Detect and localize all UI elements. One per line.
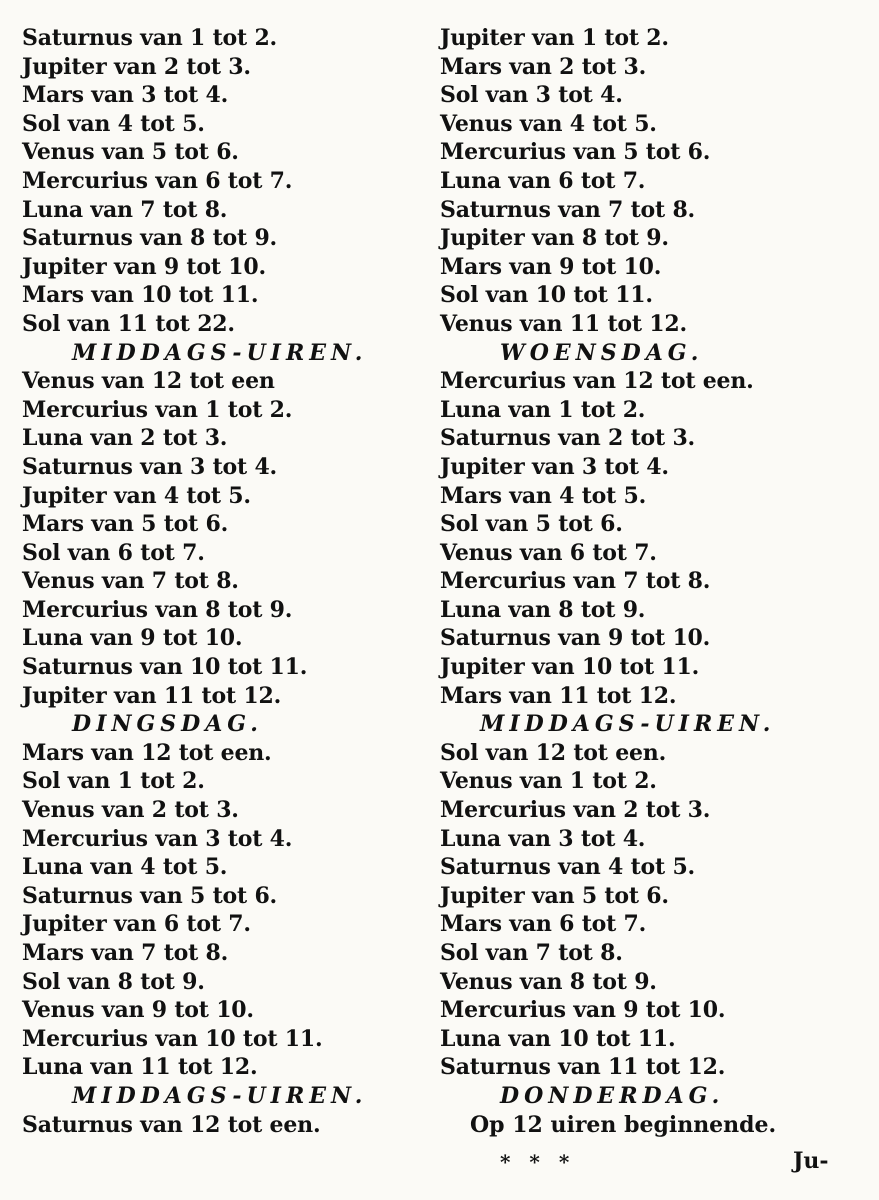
hour-entry: Luna van 2 tot 3.	[22, 425, 228, 452]
hour-entry: Sol van 5 tot 6.	[440, 511, 623, 538]
hour-entry: Sol van 1 tot 2.	[22, 768, 205, 795]
hour-entry: Jupiter van 11 tot 12.	[22, 682, 282, 709]
hour-entry: Sol van 6 tot 7.	[22, 539, 205, 566]
hour-entry: Mars van 5 tot 6.	[22, 511, 229, 538]
hour-entry: Mars van 10 tot 11.	[22, 282, 259, 309]
hour-entry: Saturnus van 9 tot 10.	[440, 625, 711, 652]
hour-entry: Saturnus van 1 tot 2.	[22, 25, 278, 51]
hour-entry: Luna van 6 tot 7.	[440, 167, 646, 194]
hour-entry: Sol van 3 tot 4.	[440, 82, 623, 109]
hour-entry: Mercurius van 1 tot 2.	[22, 396, 293, 423]
hour-entry: Mercurius van 6 tot 7.	[22, 167, 293, 194]
hour-entry: Mercurius van 5 tot 6.	[440, 139, 711, 166]
hour-entry: Venus van 12 tot een	[22, 368, 275, 395]
hour-entry: Mars van 6 tot 7.	[440, 911, 647, 938]
hour-entry: Jupiter van 5 tot 6.	[440, 882, 669, 909]
hour-entry: Saturnus van 12 tot een.	[22, 1111, 321, 1138]
hour-entry: Luna van 11 tot 12.	[22, 1054, 258, 1081]
hour-entry: Mercurius van 12 tot een.	[440, 368, 754, 395]
hour-entry: Mercurius van 2 tot 3.	[440, 797, 711, 824]
hour-entry: Luna van 4 tot 5.	[22, 854, 228, 881]
hour-entry: Luna van 3 tot 4.	[440, 825, 646, 852]
section-heading: MIDDAGS-UIREN.	[72, 1082, 368, 1109]
hour-entry: Venus van 7 tot 8.	[22, 568, 239, 595]
hour-entry: Saturnus van 3 tot 4.	[22, 453, 278, 480]
catchword: Ju-	[793, 1148, 829, 1174]
hour-entry: Luna van 9 tot 10.	[22, 625, 243, 652]
hour-entry: Venus van 8 tot 9.	[440, 968, 657, 995]
hour-entry: Jupiter van 8 tot 9.	[440, 225, 669, 252]
hour-entry: Sol van 10 tot 11.	[440, 282, 653, 309]
hour-entry: Jupiter van 9 tot 10.	[22, 253, 266, 280]
hour-entry: Mercurius van 10 tot 11.	[22, 1025, 323, 1052]
hour-entry: Jupiter van 3 tot 4.	[440, 453, 669, 480]
hour-entry: Venus van 1 tot 2.	[440, 768, 657, 795]
hour-entry: Luna van 8 tot 9.	[440, 596, 646, 623]
hour-entry: Sol van 8 tot 9.	[22, 968, 205, 995]
section-heading: DONDERDAG.	[500, 1082, 725, 1109]
hour-entry: Venus van 9 tot 10.	[22, 997, 254, 1024]
hour-entry: Venus van 11 tot 12.	[440, 310, 687, 337]
right-column	[440, 24, 860, 1139]
hour-entry: Saturnus van 4 tot 5.	[440, 854, 696, 881]
hour-entry: Saturnus van 2 tot 3.	[440, 425, 696, 452]
left-column	[22, 24, 422, 1139]
hour-entry: Jupiter van 1 tot 2.	[440, 25, 669, 51]
hour-entry: Saturnus van 7 tot 8.	[440, 196, 696, 223]
hour-entry: Jupiter van 2 tot 3.	[22, 53, 251, 80]
hour-entry: Saturnus van 10 tot 11.	[22, 654, 308, 681]
hour-entry: Mars van 4 tot 5.	[440, 482, 647, 509]
hour-entry: Mars van 3 tot 4.	[22, 82, 229, 109]
hour-entry: Mars van 2 tot 3.	[440, 53, 647, 80]
hour-entry: Luna van 1 tot 2.	[440, 396, 646, 423]
hour-entry: Sol van 4 tot 5.	[22, 110, 205, 137]
hour-entry: Jupiter van 6 tot 7.	[22, 911, 251, 938]
hour-entry: Jupiter van 4 tot 5.	[22, 482, 251, 509]
hour-entry: Mars van 11 tot 12.	[440, 682, 677, 709]
section-heading: MIDDAGS-UIREN.	[72, 339, 368, 366]
hour-entry: Venus van 6 tot 7.	[440, 539, 657, 566]
hour-entry: Venus van 5 tot 6.	[22, 139, 239, 166]
hour-entry: Luna van 10 tot 11.	[440, 1025, 676, 1052]
hour-entry: Sol van 7 tot 8.	[440, 940, 623, 966]
hour-entry: Saturnus van 11 tot 12.	[440, 1054, 726, 1081]
hour-entry: Venus van 2 tot 3.	[22, 797, 239, 824]
hour-entry: Mercurius van 3 tot 4.	[22, 825, 293, 852]
hour-entry: Saturnus van 8 tot 9.	[22, 225, 278, 252]
hour-entry: Venus van 4 tot 5.	[440, 110, 657, 137]
hour-entry: Saturnus van 5 tot 6.	[22, 882, 278, 909]
hour-entry: Mars van 12 tot een.	[22, 739, 272, 766]
hour-entry: Mercurius van 8 tot 9.	[22, 596, 293, 623]
hour-entry: Jupiter van 10 tot 11.	[440, 654, 700, 681]
section-heading: WOENSDAG.	[500, 339, 704, 366]
hour-entry: Mercurius van 9 tot 10.	[440, 997, 726, 1024]
hour-entry: Luna van 7 tot 8.	[22, 196, 228, 223]
section-heading: MIDDAGS-UIREN.	[480, 711, 776, 738]
section-note: Op 12 uiren beginnende.	[470, 1111, 777, 1138]
hour-entry: Mars van 9 tot 10.	[440, 253, 662, 280]
hour-entry: Sol van 11 tot 22.	[22, 310, 235, 337]
hour-entry: Mercurius van 7 tot 8.	[440, 568, 711, 595]
hour-entry: Mars van 7 tot 8.	[22, 940, 229, 966]
section-heading: DINGSDAG.	[72, 711, 263, 738]
ornament-stars: * * *	[500, 1150, 576, 1174]
hour-entry: Sol van 12 tot een.	[440, 739, 667, 766]
